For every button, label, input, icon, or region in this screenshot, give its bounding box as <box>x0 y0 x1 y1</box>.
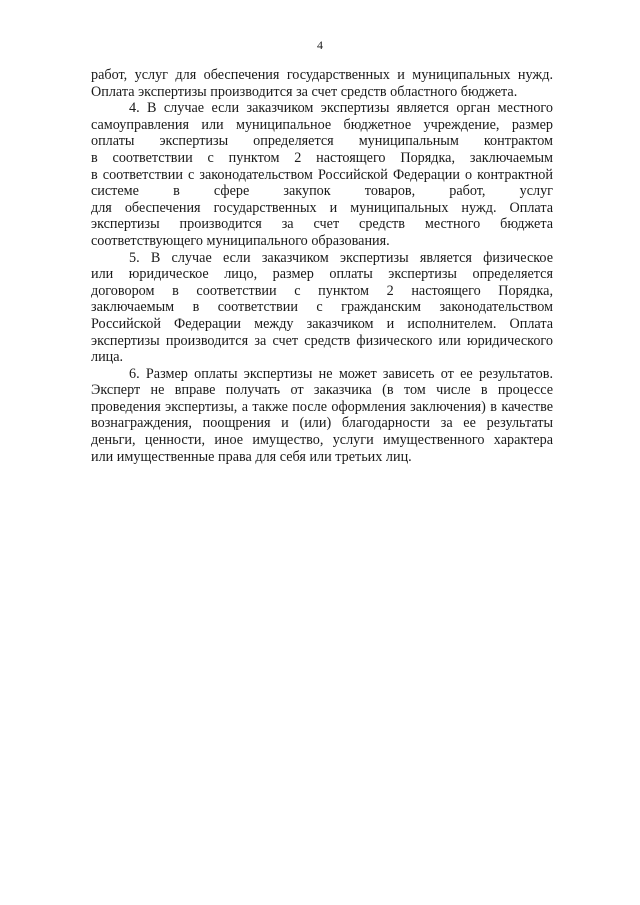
text-line: оплаты экспертизы определяется муниципальным контрактом <box>91 133 553 150</box>
text-line: самоуправления или муниципальное бюджетное учреждение, размер <box>91 116 553 133</box>
text-line: договором в соответствии с пунктом 2 настоящего Порядка, <box>91 282 553 299</box>
paragraph-clause-5 <box>91 250 553 366</box>
text-line: лица. <box>91 349 124 366</box>
document-body <box>91 67 553 465</box>
text-line: экспертизы производится за счет средств местного бюджета <box>91 216 553 233</box>
text-line: для обеспечения государственных и муниципальных нужд. Оплата <box>91 199 553 216</box>
text-line: соответствующего муниципального образования. <box>91 232 390 249</box>
text-line: или имущественные права для себя или третьих лиц. <box>91 448 412 465</box>
text-line: в соответствии с пунктом 2 настоящего Порядка, заключаемым <box>91 149 553 166</box>
paragraph-clause-6 <box>91 366 553 466</box>
text-line: проведения экспертизы, а также после оформления заключения) в качестве <box>91 398 553 415</box>
text-line: 5. В случае если заказчиком экспертизы является физическое <box>129 249 553 266</box>
text-line: Оплата экспертизы производится за счет средств областного бюджета. <box>91 83 518 100</box>
text-line: Российской Федерации между заказчиком и исполнителем. Оплата <box>91 315 553 332</box>
text-line: экспертизы производится за счет средств физического или юридического <box>91 332 553 349</box>
text-line: деньги, ценности, иное имущество, услуги имущественного характера <box>91 432 553 449</box>
text-line: работ, услуг для обеспечения государственных и муниципальных нужд. <box>91 67 553 83</box>
text-line: Эксперт не вправе получать от заказчика (в том числе в процессе <box>91 382 553 399</box>
text-line: 6. Размер оплаты экспертизы не может зависеть от ее результатов. <box>129 365 553 382</box>
paragraph-continuation <box>91 67 553 100</box>
paragraph-clause-4 <box>91 100 553 249</box>
text-line: вознаграждения, поощрения и (или) благодарности за ее результаты <box>91 415 553 432</box>
text-line: в соответствии с законодательством Российской Федерации о контрактной <box>91 166 553 183</box>
text-line: заключаемым в соответствии с гражданским законодательством <box>91 299 553 316</box>
text-line: 4. В случае если заказчиком экспертизы является орган местного <box>129 100 553 117</box>
text-line: или юридическое лицо, размер оплаты экспертизы определяется <box>91 266 553 283</box>
page-number: 4 <box>317 38 323 52</box>
text-line: системе в сфере закупок товаров, работ, услуг <box>91 183 553 200</box>
